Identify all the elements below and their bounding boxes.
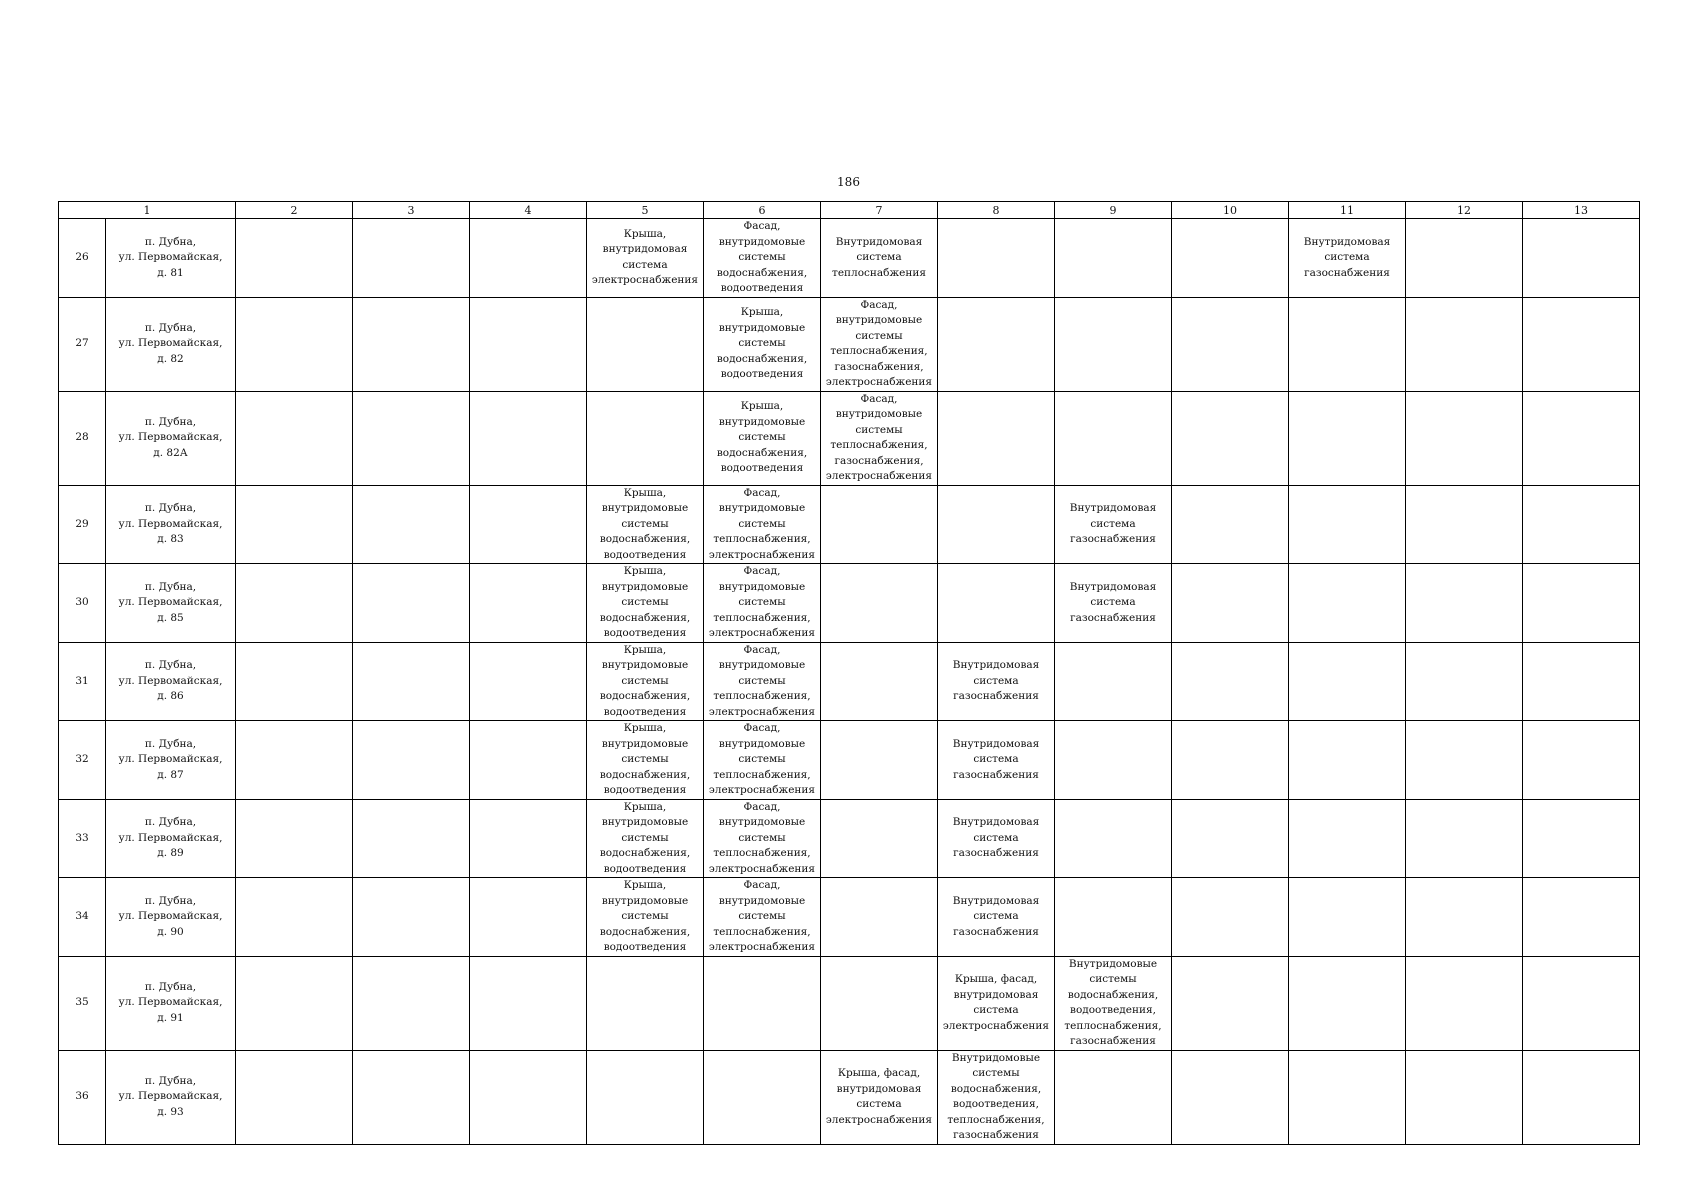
work-cell-col-2 [236,1050,353,1144]
work-cell-col-5 [587,1050,704,1144]
work-cell-col-4 [470,721,587,800]
work-cell-col-13 [1523,878,1640,957]
work-cell-col-9 [1055,642,1172,721]
work-cell-col-6: Фасад, внутридомовые системы теплоснабжения, электроснабжения [704,642,821,721]
work-cell-col-7 [821,485,938,564]
work-cell-col-4 [470,485,587,564]
work-cell-col-7 [821,564,938,643]
work-cell-col-4 [470,564,587,643]
work-cell-col-5: Крыша, внутридомовые системы водоснабжения, водоотведения [587,878,704,957]
work-cell-col-11 [1289,642,1406,721]
work-cell-col-4 [470,799,587,878]
work-cell-col-7 [821,799,938,878]
work-cell-col-8 [938,297,1055,391]
column-header: 1 [59,202,236,219]
work-cell-col-9 [1055,878,1172,957]
work-cell-col-2 [236,642,353,721]
page-number: 186 [837,175,860,189]
address-cell: п. Дубна, ул. Первомайская, д. 91 [106,956,236,1050]
work-cell-col-4 [470,878,587,957]
row-number-cell: 32 [59,721,106,800]
work-cell-col-4 [470,642,587,721]
table-row [59,297,1640,391]
work-cell-col-8: Внутридомовая система газоснабжения [938,799,1055,878]
address-cell: п. Дубна, ул. Первомайская, д. 82 [106,297,236,391]
work-cell-col-4 [470,956,587,1050]
work-cell-col-2 [236,297,353,391]
work-cell-col-12 [1406,878,1523,957]
row-number-cell: 26 [59,219,106,298]
address-cell: п. Дубна, ул. Первомайская, д. 93 [106,1050,236,1144]
work-cell-col-5: Крыша, внутридомовые системы водоснабжения, водоотведения [587,642,704,721]
work-cell-col-11 [1289,564,1406,643]
work-cell-col-10 [1172,956,1289,1050]
work-cell-col-13 [1523,391,1640,485]
work-cell-col-9 [1055,1050,1172,1144]
work-cell-col-13 [1523,219,1640,298]
row-number-cell: 29 [59,485,106,564]
address-cell: п. Дубна, ул. Первомайская, д. 83 [106,485,236,564]
row-number-cell: 34 [59,878,106,957]
work-cell-col-6: Фасад, внутридомовые системы теплоснабжения, электроснабжения [704,878,821,957]
work-cell-col-10 [1172,485,1289,564]
work-cell-col-9 [1055,297,1172,391]
work-cell-col-13 [1523,799,1640,878]
work-cell-col-3 [353,297,470,391]
address-cell: п. Дубна, ул. Первомайская, д. 82А [106,391,236,485]
work-cell-col-10 [1172,219,1289,298]
work-cell-col-3 [353,391,470,485]
work-cell-col-12 [1406,1050,1523,1144]
work-cell-col-12 [1406,297,1523,391]
work-cell-col-8 [938,564,1055,643]
work-cell-col-3 [353,878,470,957]
column-header: 10 [1172,202,1289,219]
work-cell-col-10 [1172,878,1289,957]
work-cell-col-9 [1055,799,1172,878]
address-cell: п. Дубна, ул. Первомайская, д. 90 [106,878,236,957]
work-cell-col-2 [236,564,353,643]
work-cell-col-4 [470,297,587,391]
address-cell: п. Дубна, ул. Первомайская, д. 87 [106,721,236,800]
table-row [59,485,1640,564]
work-cell-col-2 [236,799,353,878]
work-cell-col-7 [821,721,938,800]
work-cell-col-6: Фасад, внутридомовые системы теплоснабжения, электроснабжения [704,485,821,564]
work-cell-col-7: Крыша, фасад, внутридомовая система электроснабжения [821,1050,938,1144]
table-row [59,956,1640,1050]
work-cell-col-6: Крыша, внутридомовые системы водоснабжения, водоотведения [704,391,821,485]
work-cell-col-6: Крыша, внутридомовые системы водоснабжения, водоотведения [704,297,821,391]
work-cell-col-11 [1289,799,1406,878]
work-cell-col-3 [353,956,470,1050]
work-cell-col-6: Фасад, внутридомовые системы водоснабжения, водоотведения [704,219,821,298]
work-cell-col-4 [470,1050,587,1144]
work-cell-col-12 [1406,219,1523,298]
row-number-cell: 28 [59,391,106,485]
work-cell-col-9: Внутридомовая система газоснабжения [1055,564,1172,643]
work-cell-col-10 [1172,564,1289,643]
work-cell-col-7 [821,956,938,1050]
work-cell-col-3 [353,799,470,878]
table-row [59,878,1640,957]
column-header: 13 [1523,202,1640,219]
work-cell-col-7: Фасад, внутридомовые системы теплоснабжения, газоснабжения, электроснабжения [821,391,938,485]
work-cell-col-5: Крыша, внутридомовая система электроснабжения [587,219,704,298]
column-header: 12 [1406,202,1523,219]
work-cell-col-13 [1523,297,1640,391]
work-cell-col-10 [1172,391,1289,485]
repair-schedule-table [58,201,1640,1145]
work-cell-col-3 [353,219,470,298]
work-cell-col-11 [1289,391,1406,485]
address-cell: п. Дубна, ул. Первомайская, д. 85 [106,564,236,643]
work-cell-col-8: Крыша, фасад, внутридомовая система электроснабжения [938,956,1055,1050]
column-header: 7 [821,202,938,219]
column-number-row [59,202,1640,219]
address-cell: п. Дубна, ул. Первомайская, д. 89 [106,799,236,878]
work-cell-col-6: Фасад, внутридомовые системы теплоснабжения, электроснабжения [704,799,821,878]
column-header: 4 [470,202,587,219]
column-header: 9 [1055,202,1172,219]
work-cell-col-2 [236,878,353,957]
work-cell-col-4 [470,391,587,485]
row-number-cell: 36 [59,1050,106,1144]
work-cell-col-10 [1172,1050,1289,1144]
work-cell-col-5: Крыша, внутридомовые системы водоснабжения, водоотведения [587,799,704,878]
work-cell-col-3 [353,564,470,643]
work-cell-col-13 [1523,956,1640,1050]
table-row [59,1050,1640,1144]
table-row [59,721,1640,800]
work-cell-col-9: Внутридомовая система газоснабжения [1055,485,1172,564]
column-header: 11 [1289,202,1406,219]
work-cell-col-11 [1289,297,1406,391]
work-cell-col-12 [1406,956,1523,1050]
work-cell-col-8 [938,391,1055,485]
work-cell-col-11 [1289,956,1406,1050]
work-cell-col-2 [236,219,353,298]
work-cell-col-12 [1406,642,1523,721]
work-cell-col-8 [938,485,1055,564]
work-cell-col-8 [938,219,1055,298]
address-cell: п. Дубна, ул. Первомайская, д. 81 [106,219,236,298]
work-cell-col-5: Крыша, внутридомовые системы водоснабжения, водоотведения [587,485,704,564]
work-cell-col-13 [1523,1050,1640,1144]
work-cell-col-2 [236,721,353,800]
work-cell-col-13 [1523,564,1640,643]
work-cell-col-8: Внутридомовые системы водоснабжения, водоотведения, теплоснабжения, газоснабжения [938,1050,1055,1144]
row-number-cell: 35 [59,956,106,1050]
work-cell-col-2 [236,956,353,1050]
work-cell-col-11 [1289,878,1406,957]
work-cell-col-8: Внутридомовая система газоснабжения [938,878,1055,957]
work-cell-col-13 [1523,642,1640,721]
work-cell-col-3 [353,642,470,721]
row-number-cell: 33 [59,799,106,878]
work-cell-col-13 [1523,485,1640,564]
work-cell-col-2 [236,391,353,485]
work-cell-col-4 [470,219,587,298]
work-cell-col-6 [704,956,821,1050]
work-cell-col-9 [1055,219,1172,298]
work-cell-col-10 [1172,642,1289,721]
work-cell-col-13 [1523,721,1640,800]
work-cell-col-7: Внутридомовая система теплоснабжения [821,219,938,298]
work-cell-col-5 [587,297,704,391]
work-cell-col-6: Фасад, внутридомовые системы теплоснабжения, электроснабжения [704,564,821,643]
work-cell-col-9: Внутридомовые системы водоснабжения, водоотведения, теплоснабжения, газоснабжения [1055,956,1172,1050]
work-cell-col-10 [1172,297,1289,391]
table-row [59,219,1640,298]
work-cell-col-12 [1406,391,1523,485]
table-row [59,564,1640,643]
work-cell-col-8: Внутридомовая система газоснабжения [938,642,1055,721]
work-cell-col-11 [1289,1050,1406,1144]
row-number-cell: 31 [59,642,106,721]
work-cell-col-3 [353,721,470,800]
table-body [59,219,1640,1145]
work-cell-col-7: Фасад, внутридомовые системы теплоснабжения, газоснабжения, электроснабжения [821,297,938,391]
work-cell-col-5 [587,956,704,1050]
row-number-cell: 30 [59,564,106,643]
work-cell-col-7 [821,878,938,957]
work-cell-col-3 [353,485,470,564]
table-row [59,391,1640,485]
work-cell-col-2 [236,485,353,564]
work-cell-col-7 [821,642,938,721]
work-cell-col-6: Фасад, внутридомовые системы теплоснабжения, электроснабжения [704,721,821,800]
column-header: 3 [353,202,470,219]
row-number-cell: 27 [59,297,106,391]
work-cell-col-9 [1055,391,1172,485]
work-cell-col-11: Внутридомовая система газоснабжения [1289,219,1406,298]
address-cell: п. Дубна, ул. Первомайская, д. 86 [106,642,236,721]
table-row [59,642,1640,721]
column-header: 8 [938,202,1055,219]
work-cell-col-8: Внутридомовая система газоснабжения [938,721,1055,800]
column-header: 2 [236,202,353,219]
work-cell-col-12 [1406,485,1523,564]
work-cell-col-11 [1289,485,1406,564]
work-cell-col-6 [704,1050,821,1144]
work-cell-col-10 [1172,799,1289,878]
work-cell-col-12 [1406,564,1523,643]
work-cell-col-12 [1406,721,1523,800]
work-cell-col-5: Крыша, внутридомовые системы водоснабжения, водоотведения [587,721,704,800]
table-row [59,799,1640,878]
work-cell-col-10 [1172,721,1289,800]
column-header: 6 [704,202,821,219]
work-cell-col-11 [1289,721,1406,800]
work-cell-col-3 [353,1050,470,1144]
work-cell-col-5: Крыша, внутридомовые системы водоснабжения, водоотведения [587,564,704,643]
column-header: 5 [587,202,704,219]
work-cell-col-12 [1406,799,1523,878]
work-cell-col-5 [587,391,704,485]
work-cell-col-9 [1055,721,1172,800]
